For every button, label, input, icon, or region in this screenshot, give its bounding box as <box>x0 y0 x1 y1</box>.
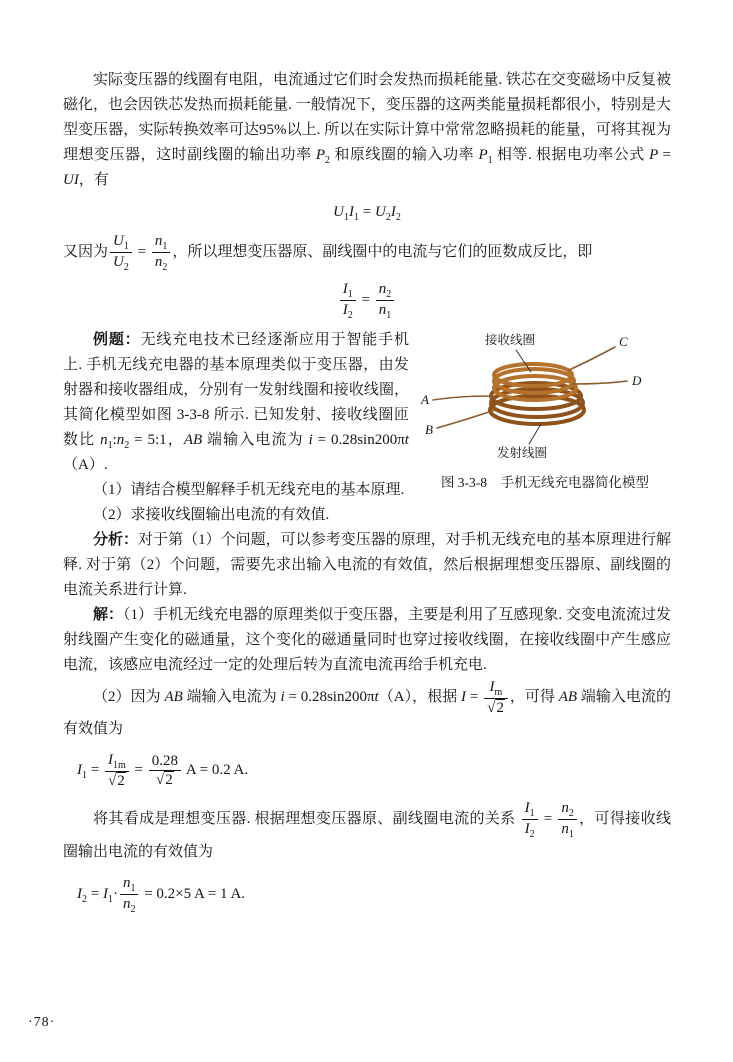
receiver-coil-label: 接收线圈 <box>485 333 536 347</box>
terminal-b-label: B <box>425 422 433 437</box>
solution-part2-intro-paragraph: （2）因为 AB 端输入电流为 i = 0.28sin200πt（A），根据 I = $\frac{I_m}{√2}$ ，可得 AB 端输入电流的有效值为 <box>63 679 671 737</box>
coil-figure-svg <box>419 332 671 460</box>
i1-equation: $I_1$ = $\frac{I_{1m}}{√2}$ = $\frac{0.28}{√2}$ A = 0.2 A. <box>77 752 249 789</box>
terminal-a-label: A <box>421 392 429 407</box>
analysis-paragraph: 分析：对于第（1）个问题，可以参考变压器的原理，对手机无线充电的基本原理进行解释. 对于第（2）个问题，需要先求出输入电流的有效值，然后根据理想变压器原、副线圈的电流关系进行计算. <box>63 532 671 598</box>
example-section <box>63 328 671 528</box>
example-paragraph: 例题：无线充电技术已经逐渐应用于智能手机上. 手机无线充电器的基本原理类似于变压器，由发射器和接收器组成，分别有一发射线圈和接收线圈，其简化模型如图 3-3-8 所示. 已知发射、接收线圈匝数比 $n_1:n_2$ = 5:1，AB 端输入电流为 i = 0.28sin200πt（A）. <box>63 332 409 473</box>
intro-paragraph: 实际变压器的线圈有电阻，电流通过它们时会发热而损耗能量. 铁芯在交变磁场中反复被磁化，也会因铁芯发热而损耗能量. 一般情况下，变压器的这两类能量损耗都很小，特别是大型变压器，实际转换效率可达95%以上. 所以在实际计算中常常忽略损耗的能量，可将其视为理想变压器，这时副线圈的输出功率 $P_2$ 和原线圈的输入功率 $P_1$ 相等. 根据电功率公式 P = UI，有 <box>63 72 671 188</box>
terminal-d-label: D <box>632 373 642 388</box>
power-equation: $U_1I_1 = U_2I_2$ <box>333 204 401 223</box>
figure-panel <box>419 328 671 528</box>
solution-part1-paragraph: 解：（1）手机无线充电器的原理类似于变压器，主要是利用了互感现象. 交变电流流过发射线圈产生变化的磁通量，这个变化的磁通量同时也穿过接收线圈，在接收线圈中产生感应电流，该感应电流经过一定的处理后转为直流电流再给手机充电. <box>63 607 671 673</box>
figure-caption: 图 3-3-8 手机无线充电器简化模型 <box>440 475 650 490</box>
current-ratio-equation: $\frac{I_1}{I_2}$ = $\frac{n_2}{n_1}$ <box>63 280 671 321</box>
solution-part2-mid-paragraph: 将其看成是理想变压器. 根据理想变压器原、副线圈电流的关系 $\frac{I_1}{I_2}$ = $\frac{n_2}{n_1}$ ，可得接收线圈输出电流的有效值为 <box>63 800 671 860</box>
i2-equation: $I_2 = I_1\cdot$ $\frac{n_1}{n_2}$ = 0.2×5 A = 1 A. <box>77 875 246 915</box>
example-text-column <box>63 328 409 528</box>
terminal-c-label: C <box>619 334 628 349</box>
transmitter-coil-label: 发射线圈 <box>497 446 548 460</box>
because-paragraph: 又因为 $\frac{U_1}{U_2}$ = $\frac{n_1}{n_2}$ ，所以理想变压器原、副线圈中的电流与它们的匝数成反比，即 <box>63 233 593 273</box>
question-2: （2）求接收线圈输出电流的有效值. <box>93 507 330 523</box>
page-number: ·78· <box>28 1015 56 1030</box>
question-1: （1）请结合模型解释手机无线充电的基本原理. <box>93 482 405 498</box>
page-content <box>63 68 671 924</box>
